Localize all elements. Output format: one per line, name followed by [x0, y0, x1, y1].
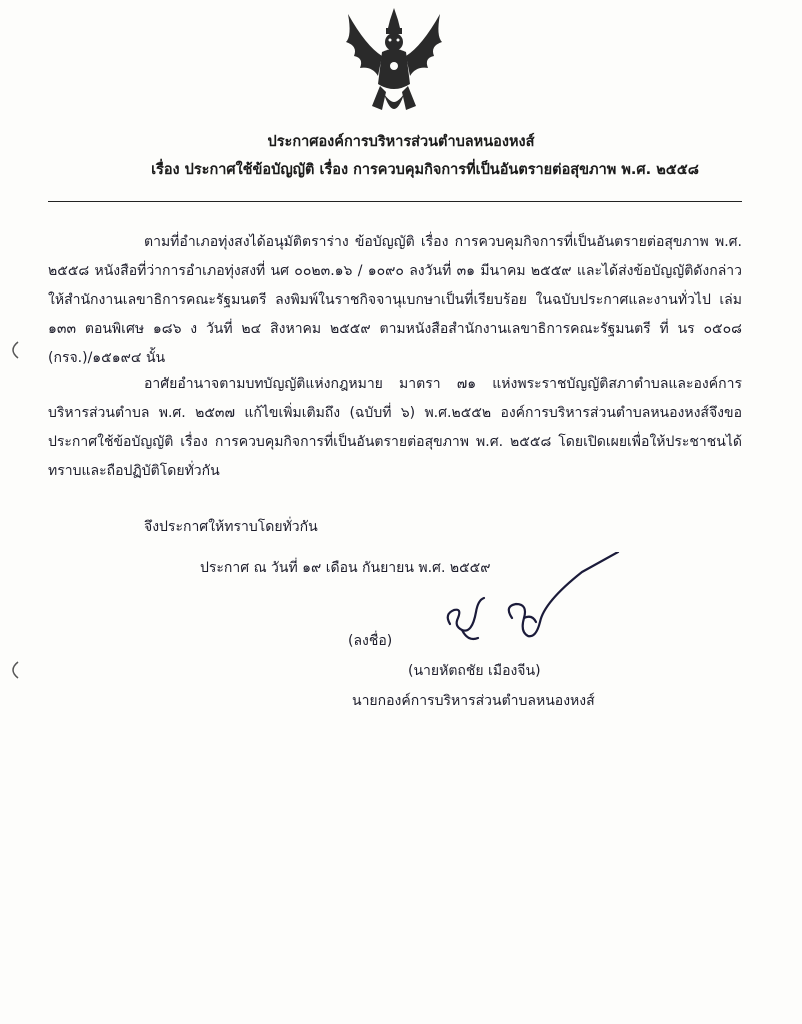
signatory-name: (นายหัตถชัย เมืองจีน) [408, 663, 541, 679]
garuda-emblem-icon [338, 6, 450, 126]
closing-statement: จึงประกาศให้ทราบโดยทั่วกัน [144, 519, 318, 535]
punch-hole-mark-icon [6, 340, 20, 360]
document-subject: เรื่อง ประกาศใช้ข้อบัญญัติ เรื่อง การควบคุมกิจการที่เป็นอันตรายต่อสุขภาพ พ.ศ. ๒๕๕๘ [151, 162, 699, 178]
document-title: ประกาศองค์การบริหารส่วนตำบลหนองหงส์ [267, 134, 535, 150]
signatory-position: นายกองค์การบริหารส่วนตำบลหนองหงส์ [352, 693, 595, 709]
handwritten-signature [432, 552, 632, 662]
signature-label: (ลงชื่อ) [348, 633, 393, 649]
header-divider [48, 201, 742, 202]
announcement-date: ประกาศ ณ วันที่ ๑๙ เดือน กันยายน พ.ศ. ๒๕๕๙ [200, 560, 491, 576]
body-paragraph-1: ตามที่อำเภอทุ่งสงได้อนุมัติตราร่าง ข้อบัญญัติ เรื่อง การควบคุมกิจการที่เป็นอันตรายต่อสุขภาพ พ.ศ. ๒๕๕๘ หนังสือที่ว่าการอำเภอทุ่งสงที่ นศ ๐๐๒๓.๑๖ / ๑๐๙๐ ลงวันที่ ๓๑ มีนาคม ๒๕๕๙ และได้ส่งข้อบัญญัติดังกล่าวให้สำนักงานเลขาธิการคณะรัฐมนตรี ลงพิมพ์ในราชกิจจานุเบกษาเป็นที่เรียบร้อย ในฉบับประกาศและงานทั่วไป เล่ม ๑๓๓ ตอนพิเศษ ๑๘๖ ง วันที่ ๒๔ สิงหาคม ๒๕๕๙ ตามหนังสือสำนักงานเลขาธิการคณะรัฐมนตรี ที่ นร ๐๕๐๘ (กรจ.)/๑๕๑๙๔ นั้น [48, 234, 742, 366]
punch-hole-mark-icon [6, 660, 20, 680]
body-paragraph-2: อาศัยอำนาจตามบทบัญญัติแห่งกฎหมาย มาตรา ๗๑ แห่งพระราชบัญญัติสภาตำบลและองค์การบริหารส่วนตำบล พ.ศ. ๒๕๓๗ แก้ไขเพิ่มเติมถึง (ฉบับที่ ๖) พ.ศ.๒๕๕๒ องค์การบริหารส่วนตำบลหนองหงส์จึงขอประกาศใช้ข้อบัญญัติ เรื่อง การควบคุมกิจการที่เป็นอันตรายต่อสุขภาพ พ.ศ. ๒๕๕๘ โดยเปิดเผยเพื่อให้ประชาชนได้ทราบและถือปฏิบัติโดยทั่วกัน [48, 376, 742, 479]
